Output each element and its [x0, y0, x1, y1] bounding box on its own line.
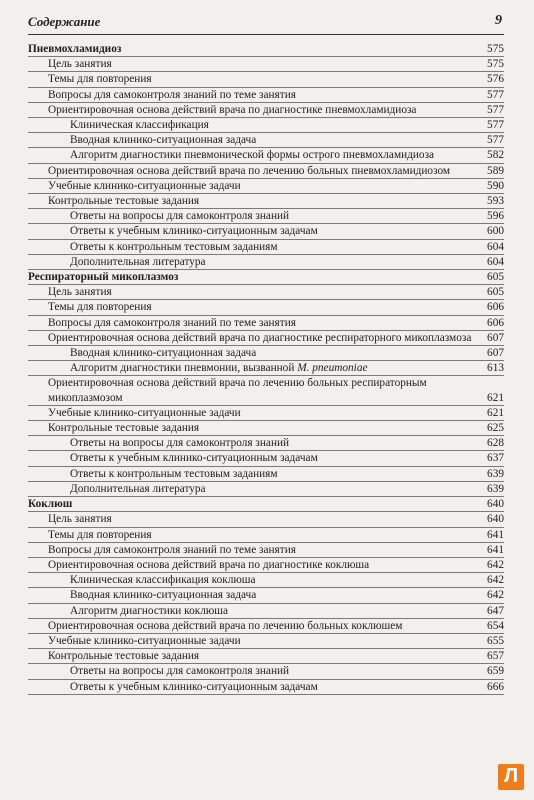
toc-entry-page: 659	[487, 665, 504, 678]
toc-entry-title: Ориентировочная основа действий врача по лечению больных коклюшем	[48, 619, 403, 632]
toc-entry-page: 575	[487, 58, 504, 71]
toc-entry	[28, 467, 504, 482]
toc-entry-title: Ответы на вопросы для самоконтроля знаний	[70, 437, 290, 450]
toc-entry-title: Цель занятия	[48, 58, 112, 71]
toc-entry-title: Ориентировочная основа действий врача по диагностике коклюша	[48, 558, 370, 571]
toc-chapter	[28, 42, 504, 57]
toc-entry-title: Вопросы для самоконтроля знаний по теме занятия	[48, 316, 296, 329]
toc-entry	[28, 346, 504, 361]
toc-entry-title: Алгоритм диагностики коклюша	[70, 604, 229, 617]
toc-entry-title: Темы для повторения	[48, 528, 152, 541]
toc-entry-page: 577	[487, 134, 504, 147]
toc-entry-page: 575	[487, 43, 504, 55]
toc-entry	[28, 619, 504, 634]
toc-entry-page: 621	[487, 391, 504, 404]
toc-entry-title: Контрольные тестовые задания	[48, 195, 200, 208]
header-title: Содержание	[28, 14, 101, 29]
toc-entry	[28, 300, 504, 315]
toc-entry-title: Контрольные тестовые задания	[48, 422, 200, 435]
toc-entry-title: Учебные клинико-ситуационные задачи	[48, 406, 241, 419]
toc-entry	[28, 255, 504, 270]
toc-entry-title: Коклюш	[28, 498, 73, 511]
toc-entry-page: 639	[487, 467, 504, 480]
toc-entry-title: Вводная клинико-ситуационная задача	[70, 134, 257, 147]
toc-entry	[28, 316, 504, 331]
toc-chapter	[28, 497, 504, 512]
toc-entry-title: Темы для повторения	[48, 73, 152, 86]
logo-letter: Л	[503, 765, 519, 787]
toc-chapter	[28, 270, 504, 285]
toc-entry	[28, 436, 504, 451]
toc-entry-page: 582	[487, 149, 504, 162]
toc-entry-page: 657	[487, 650, 504, 663]
toc-entry	[28, 224, 504, 239]
toc-entry-page: 607	[487, 347, 504, 360]
toc-entry-page: 655	[487, 634, 504, 647]
toc-entry-title: Вводная клинико-ситуационная задача	[70, 347, 257, 360]
toc-entry	[28, 482, 504, 497]
toc-entry	[28, 421, 504, 436]
header-page-number: 9	[495, 13, 502, 28]
running-header	[28, 12, 504, 35]
toc-entry-title: Алгоритм диагностики пневмонии, вызванной M. pneumoniae	[70, 362, 368, 375]
toc-entry	[28, 148, 504, 163]
toc-entry-page: 589	[487, 164, 504, 177]
toc-entry-page: 642	[487, 558, 504, 571]
toc-entry-page: 593	[487, 195, 504, 208]
toc-entry-page: 640	[487, 498, 504, 511]
toc-entry-page: 604	[487, 240, 504, 253]
toc-entry-page: 628	[487, 437, 504, 450]
toc-entry	[28, 133, 504, 148]
toc-entry	[28, 331, 504, 346]
toc-entry	[28, 573, 504, 588]
toc-entry-title: Вопросы для самоконтроля знаний по теме занятия	[48, 88, 296, 101]
toc-entry-page: 607	[487, 331, 504, 344]
toc-entry	[28, 528, 504, 543]
toc-entry-title: Ответы на вопросы для самоконтроля знаний	[70, 210, 290, 223]
toc-entry	[28, 194, 504, 209]
toc-entry-page: 642	[487, 589, 504, 602]
toc-entry-page: 604	[487, 255, 504, 268]
toc-entry-page: 577	[487, 119, 504, 132]
toc-entry-page: 613	[487, 362, 504, 375]
toc-entry-title: Темы для повторения	[48, 301, 152, 314]
toc-entry-title: Учебные клинико-ситуационные задачи	[48, 179, 241, 192]
toc-entry	[28, 543, 504, 558]
toc-entry-page: 647	[487, 604, 504, 617]
toc-entry-title: Ориентировочная основа действий врача по лечению больных респираторным микоплазмозом	[48, 377, 427, 404]
toc-entry-title: Ориентировочная основа действий врача по диагностике респираторного микоплазмоза	[48, 331, 472, 344]
toc-entry	[28, 240, 504, 255]
toc-entry	[28, 285, 504, 300]
toc-entry	[28, 88, 504, 103]
toc-entry	[28, 72, 504, 87]
toc-entry-page: 642	[487, 574, 504, 587]
toc-entry	[28, 57, 504, 72]
table-of-contents	[28, 42, 504, 695]
toc-entry-page: 577	[487, 88, 504, 101]
toc-entry	[28, 664, 504, 679]
toc-entry-page: 640	[487, 513, 504, 526]
toc-entry-title: Ответы к учебным клинико-ситуационным задачам	[70, 680, 318, 693]
toc-entry	[28, 179, 504, 194]
toc-entry-title: Ответы к контрольным тестовым заданиям	[70, 467, 278, 480]
toc-entry-page: 637	[487, 452, 504, 465]
toc-entry	[28, 588, 504, 603]
toc-entry-page: 590	[487, 179, 504, 192]
toc-entry	[28, 451, 504, 466]
toc-entry-page: 600	[487, 225, 504, 238]
toc-entry-page: 605	[487, 286, 504, 299]
toc-entry-title: Ответы к контрольным тестовым заданиям	[70, 240, 278, 253]
toc-entry	[28, 361, 504, 376]
toc-entry	[28, 406, 504, 421]
toc-entry	[28, 209, 504, 224]
toc-entry-title: Цель занятия	[48, 286, 112, 299]
toc-entry	[28, 118, 504, 133]
publisher-logo-icon	[498, 764, 524, 790]
toc-entry	[28, 649, 504, 664]
toc-entry-title: Дополнительная литература	[70, 255, 206, 268]
toc-entry-page: 606	[487, 301, 504, 314]
toc-entry-title: Учебные клинико-ситуационные задачи	[48, 634, 241, 647]
toc-entry	[28, 558, 504, 573]
toc-entry-page: 605	[487, 271, 504, 284]
toc-entry	[28, 376, 504, 405]
toc-entry-title: Ответы к учебным клинико-ситуационным задачам	[70, 452, 318, 465]
toc-entry-title: Ориентировочная основа действий врача по лечению больных пневмохламидиозом	[48, 164, 451, 177]
toc-entry	[28, 604, 504, 619]
toc-entry-page: 621	[487, 406, 504, 419]
toc-entry-title: Пневмохламидиоз	[28, 43, 122, 55]
toc-entry-page: 641	[487, 543, 504, 556]
toc-entry-title: Ответы на вопросы для самоконтроля знаний	[70, 665, 290, 678]
toc-entry-page: 654	[487, 619, 504, 632]
toc-entry-title: Клиническая классификация	[70, 119, 209, 132]
toc-entry-page: 625	[487, 422, 504, 435]
toc-entry	[28, 634, 504, 649]
toc-entry-page: 666	[487, 680, 504, 693]
toc-entry-title: Вводная клинико-ситуационная задача	[70, 589, 257, 602]
toc-entry-title: Ответы к учебным клинико-ситуационным задачам	[70, 225, 318, 238]
toc-entry-page: 576	[487, 73, 504, 86]
toc-entry-title: Клиническая классификация коклюша	[70, 574, 256, 587]
toc-entry-title: Респираторный микоплазмоз	[28, 271, 179, 284]
toc-entry-title: Контрольные тестовые задания	[48, 650, 200, 663]
toc-entry	[28, 164, 504, 179]
toc-entry	[28, 103, 504, 118]
toc-entry-title: Дополнительная литература	[70, 482, 206, 495]
toc-entry-title: Ориентировочная основа действий врача по диагностике пневмохламидиоза	[48, 103, 417, 116]
toc-entry-title: Цель занятия	[48, 513, 112, 526]
toc-entry-title: Вопросы для самоконтроля знаний по теме занятия	[48, 543, 296, 556]
toc-entry-page: 577	[487, 103, 504, 116]
toc-entry	[28, 680, 504, 695]
toc-entry-page: 641	[487, 528, 504, 541]
toc-entry	[28, 512, 504, 527]
toc-entry-page: 639	[487, 482, 504, 495]
toc-entry-title: Алгоритм диагностики пневмонической формы острого пневмохламидиоза	[70, 149, 435, 162]
toc-entry-page: 606	[487, 316, 504, 329]
toc-entry-page: 596	[487, 210, 504, 223]
